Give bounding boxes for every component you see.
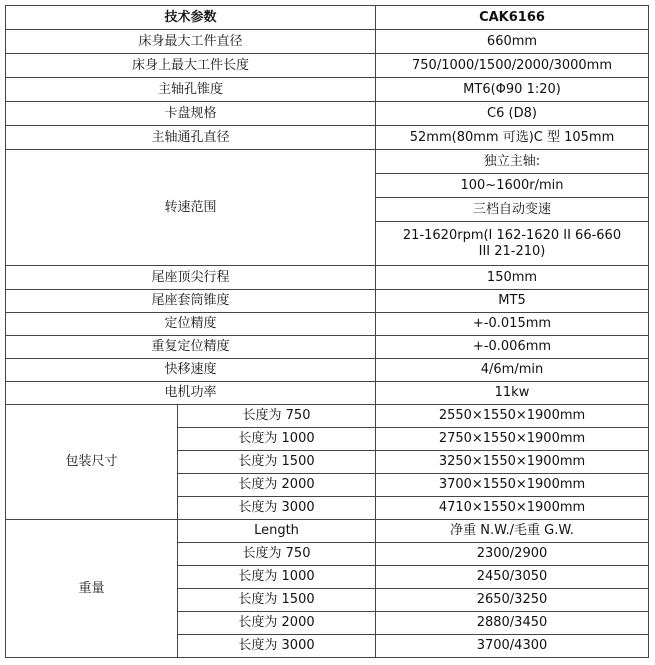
row-label: 床身最大工件直径 <box>6 30 376 54</box>
weight-length: 长度为 1500 <box>178 589 376 612</box>
weight-length: 长度为 2000 <box>178 612 376 635</box>
packing-length: 长度为 1000 <box>178 428 376 451</box>
speed-value: 100~1600r/min <box>376 174 649 198</box>
packing-size-label: 包装尺寸 <box>6 405 178 520</box>
weight-value: 3700/4300 <box>376 635 649 658</box>
row-value: +-0.006mm <box>376 336 649 359</box>
table-row <box>6 266 649 290</box>
table-row <box>6 126 649 150</box>
weight-value-header: 净重 N.W./毛重 G.W. <box>376 520 649 543</box>
table-row <box>6 290 649 313</box>
packing-size: 4710×1550×1900mm <box>376 497 649 520</box>
table-row <box>6 336 649 359</box>
speed-range-label: 转速范围 <box>6 150 376 266</box>
weight-value: 2450/3050 <box>376 566 649 589</box>
row-value: 750/1000/1500/2000/3000mm <box>376 54 649 78</box>
row-label: 床身上最大工件长度 <box>6 54 376 78</box>
row-value: 150mm <box>376 266 649 290</box>
table-row <box>6 313 649 336</box>
row-label: 快移速度 <box>6 359 376 382</box>
packing-length: 长度为 1500 <box>178 451 376 474</box>
weight-value: 2300/2900 <box>376 543 649 566</box>
row-value: 11kw <box>376 382 649 405</box>
model-header: CAK6166 <box>376 6 649 30</box>
row-value: C6 (D8) <box>376 102 649 126</box>
table-row <box>6 102 649 126</box>
weight-value: 2650/3250 <box>376 589 649 612</box>
weight-length: 长度为 1000 <box>178 566 376 589</box>
table-row <box>6 359 649 382</box>
weight-label: 重量 <box>6 520 178 658</box>
packing-length: 长度为 750 <box>178 405 376 428</box>
table-row <box>6 382 649 405</box>
table-row <box>6 520 649 543</box>
speed-value: 独立主轴: <box>376 150 649 174</box>
row-label: 主轴孔锥度 <box>6 78 376 102</box>
table-row <box>6 405 649 428</box>
row-label: 主轴通孔直径 <box>6 126 376 150</box>
row-value: 52mm(80mm 可选)C 型 105mm <box>376 126 649 150</box>
spec-table <box>5 5 649 658</box>
packing-size: 3700×1550×1900mm <box>376 474 649 497</box>
table-header-row <box>6 6 649 30</box>
speed-value: 三档自动变速 <box>376 198 649 222</box>
table-row <box>6 54 649 78</box>
table-row <box>6 78 649 102</box>
packing-size: 2550×1550×1900mm <box>376 405 649 428</box>
speed-value: 21-1620rpm(I 162-1620 II 66-660 III 21-210) <box>376 222 649 266</box>
row-label: 重复定位精度 <box>6 336 376 359</box>
weight-length-header: Length <box>178 520 376 543</box>
row-value: 4/6m/min <box>376 359 649 382</box>
row-label: 定位精度 <box>6 313 376 336</box>
table-row <box>6 30 649 54</box>
row-label: 尾座顶尖行程 <box>6 266 376 290</box>
row-label: 电机功率 <box>6 382 376 405</box>
weight-length: 长度为 750 <box>178 543 376 566</box>
row-value: MT6(Φ90 1:20) <box>376 78 649 102</box>
table-row <box>6 150 649 174</box>
row-label: 卡盘规格 <box>6 102 376 126</box>
packing-size: 2750×1550×1900mm <box>376 428 649 451</box>
weight-length: 长度为 3000 <box>178 635 376 658</box>
row-value: 660mm <box>376 30 649 54</box>
weight-value: 2880/3450 <box>376 612 649 635</box>
packing-length: 长度为 2000 <box>178 474 376 497</box>
row-value: MT5 <box>376 290 649 313</box>
row-label: 尾座套筒锥度 <box>6 290 376 313</box>
packing-size: 3250×1550×1900mm <box>376 451 649 474</box>
param-header: 技术参数 <box>6 6 376 30</box>
packing-length: 长度为 3000 <box>178 497 376 520</box>
row-value: +-0.015mm <box>376 313 649 336</box>
